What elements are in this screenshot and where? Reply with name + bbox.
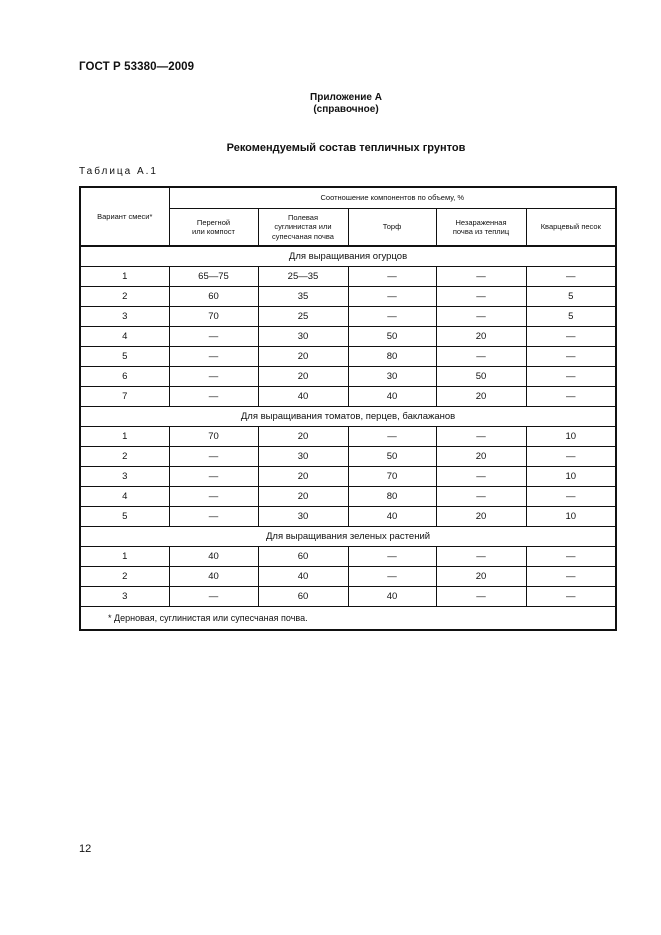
footnote-row [80,607,616,631]
table-row [80,567,616,587]
cell-variant: 1 [80,547,169,567]
cell-variant: 3 [80,307,169,327]
cell-peat: — [348,567,436,587]
cell-field-soil: 20 [258,367,348,387]
cell-greenhouse-soil: — [436,307,526,327]
cell-quartz-sand: — [526,587,616,607]
table-row [80,447,616,467]
cell-greenhouse-soil: 20 [436,387,526,407]
cell-quartz-sand: — [526,567,616,587]
cell-peat: 70 [348,467,436,487]
cell-field-soil: 30 [258,327,348,347]
cell-variant: 7 [80,387,169,407]
cell-greenhouse-soil: 20 [436,447,526,467]
cell-humus: — [169,387,258,407]
cell-variant: 4 [80,487,169,507]
col-header-humus: Перегной или компост [169,209,258,247]
standard-number: ГОСТ Р 53380—2009 [79,61,195,73]
table-label: Таблица А.1 [79,166,158,177]
cell-greenhouse-soil: — [436,547,526,567]
cell-humus: — [169,447,258,467]
col-header-field-soil: Полевая суглинистая или супесчаная почва [258,209,348,247]
cell-peat: — [348,307,436,327]
cell-quartz-sand: — [526,267,616,287]
cell-quartz-sand: 10 [526,467,616,487]
cell-variant: 2 [80,287,169,307]
table-row [80,427,616,447]
composition-table [79,186,617,631]
cell-peat: 50 [348,327,436,347]
cell-greenhouse-soil: 50 [436,367,526,387]
section-row [80,527,616,547]
section-title: Для выращивания томатов, перцев, баклажанов [80,407,616,427]
cell-humus: 40 [169,567,258,587]
cell-field-soil: 20 [258,467,348,487]
cell-quartz-sand: — [526,487,616,507]
cell-variant: 4 [80,327,169,347]
cell-greenhouse-soil: — [436,427,526,447]
col-header-peat: Торф [348,209,436,247]
section-row [80,246,616,267]
cell-quartz-sand: 5 [526,307,616,327]
cell-peat: — [348,547,436,567]
table-row [80,367,616,387]
cell-field-soil: 60 [258,547,348,567]
cell-quartz-sand: — [526,547,616,567]
cell-humus: 70 [169,427,258,447]
cell-peat: 40 [348,587,436,607]
table-row [80,287,616,307]
cell-quartz-sand: 5 [526,287,616,307]
cell-field-soil: 30 [258,447,348,467]
cell-quartz-sand: 10 [526,427,616,447]
cell-variant: 2 [80,447,169,467]
cell-greenhouse-soil: 20 [436,327,526,347]
cell-greenhouse-soil: — [436,587,526,607]
cell-greenhouse-soil: 20 [436,567,526,587]
cell-variant: 3 [80,587,169,607]
cell-variant: 5 [80,347,169,367]
ratio-group-header: Соотношение компонентов по объему, % [169,187,616,209]
col-header-quartz-sand: Кварцевый песок [526,209,616,247]
cell-field-soil: 20 [258,347,348,367]
cell-humus: 65—75 [169,267,258,287]
cell-humus: — [169,347,258,367]
cell-quartz-sand: — [526,387,616,407]
cell-field-soil: 60 [258,587,348,607]
cell-humus: 60 [169,287,258,307]
table-row [80,487,616,507]
table-row [80,387,616,407]
cell-field-soil: 25 [258,307,348,327]
cell-field-soil: 25—35 [258,267,348,287]
cell-peat: 40 [348,387,436,407]
footnote: * Дерновая, суглинистая или супесчаная почва. [80,607,616,631]
table-row [80,307,616,327]
cell-humus: — [169,507,258,527]
annex-note: (справочное) [313,104,379,115]
cell-quartz-sand: — [526,447,616,467]
cell-quartz-sand: 10 [526,507,616,527]
cell-humus: — [169,327,258,347]
cell-peat: 40 [348,507,436,527]
table-row [80,587,616,607]
cell-quartz-sand: — [526,347,616,367]
table-row [80,467,616,487]
table-row [80,347,616,367]
cell-field-soil: 40 [258,387,348,407]
page-number: 12 [79,843,92,855]
section-title: Для выращивания огурцов [80,246,616,267]
section-title: Для выращивания зеленых растений [80,527,616,547]
cell-greenhouse-soil: — [436,487,526,507]
col-header-greenhouse-soil: Незараженная почва из теплиц [436,209,526,247]
annex-title: Приложение А [310,92,382,103]
cell-field-soil: 20 [258,427,348,447]
cell-field-soil: 35 [258,287,348,307]
cell-variant: 3 [80,467,169,487]
cell-peat: — [348,287,436,307]
cell-field-soil: 30 [258,507,348,527]
document-title: Рекомендуемый состав тепличных грунтов [226,142,466,154]
table-row [80,327,616,347]
table-row [80,507,616,527]
cell-greenhouse-soil: — [436,287,526,307]
cell-peat: 50 [348,447,436,467]
table-row [80,267,616,287]
cell-peat: 80 [348,487,436,507]
cell-variant: 6 [80,367,169,387]
table-body [80,246,616,630]
cell-greenhouse-soil: — [436,267,526,287]
cell-greenhouse-soil: 20 [436,507,526,527]
cell-variant: 1 [80,427,169,447]
cell-peat: 30 [348,367,436,387]
cell-greenhouse-soil: — [436,467,526,487]
cell-humus: — [169,367,258,387]
cell-quartz-sand: — [526,367,616,387]
cell-peat: — [348,427,436,447]
cell-quartz-sand: — [526,327,616,347]
cell-variant: 1 [80,267,169,287]
cell-field-soil: 40 [258,567,348,587]
cell-humus: 70 [169,307,258,327]
cell-greenhouse-soil: — [436,347,526,367]
cell-peat: 80 [348,347,436,367]
cell-field-soil: 20 [258,487,348,507]
cell-variant: 2 [80,567,169,587]
table-row [80,547,616,567]
variant-header: Вариант смеси* [80,187,169,246]
cell-peat: — [348,267,436,287]
cell-humus: — [169,587,258,607]
cell-humus: — [169,487,258,507]
cell-humus: — [169,467,258,487]
section-row [80,407,616,427]
cell-humus: 40 [169,547,258,567]
cell-variant: 5 [80,507,169,527]
